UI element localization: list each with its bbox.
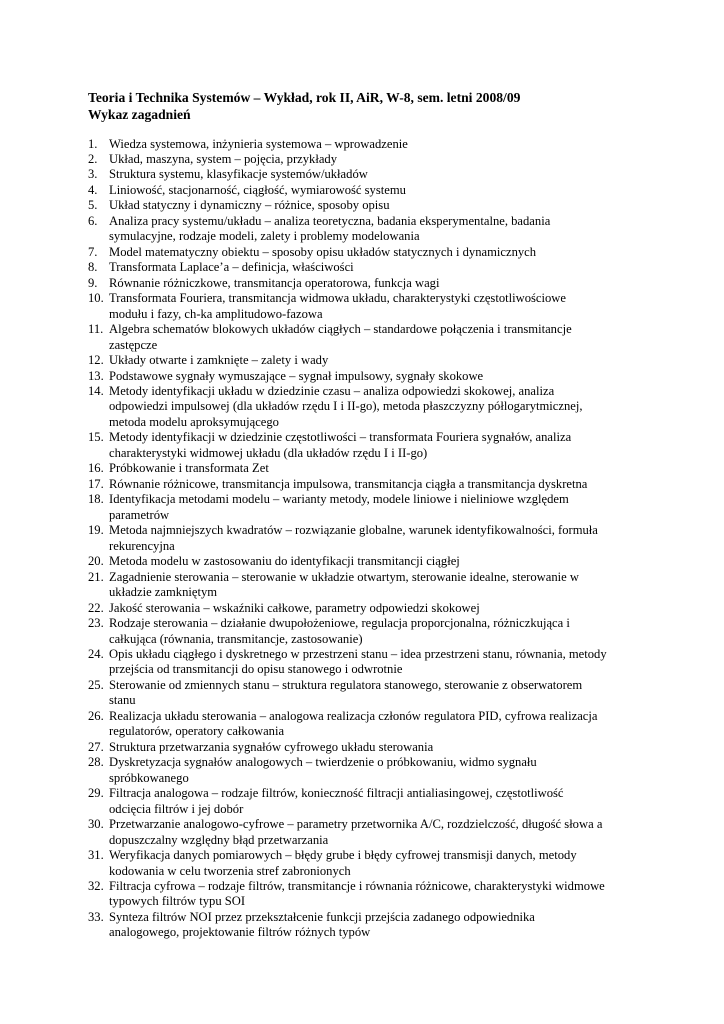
list-item-line: analogowego, projektowanie filtrów różnych typów: [109, 925, 371, 940]
list-item-line: Układ statyczny i dynamiczny – różnice, sposoby opisu: [109, 198, 390, 213]
list-item-number: 30.: [88, 817, 104, 832]
list-item: [88, 198, 648, 213]
list-item-text: [109, 430, 642, 461]
list-item-text: [109, 384, 642, 430]
list-item-line: Metody identyfikacji układu w dziedzinie czasu – analiza odpowiedzi skokowej, analiza: [109, 384, 555, 398]
list-item-line: Metody identyfikacji w dziedzinie częstotliwości – transformata Fouriera sygnałów, analiza: [109, 430, 572, 445]
list-item-number: 28.: [88, 755, 104, 770]
list-item: [88, 492, 648, 523]
list-item-line: Rodzaje sterowania – działanie dwupołożeniowe, regulacja proporcjonalna, różniczkująca i: [109, 616, 570, 631]
list-item-line: Podstawowe sygnały wymuszające – sygnał impulsowy, sygnały skokowe: [109, 368, 484, 383]
list-item-line: Struktura przetwarzania sygnałów cyfrowego układu sterowania: [109, 739, 434, 754]
list-item: [88, 910, 648, 941]
list-item-number: 10.: [88, 291, 104, 306]
list-item-line: Przetwarzanie analogowo-cyfrowe – parametry przetwornika A/C, rozdzielczość, długość słowa a: [109, 817, 603, 832]
list-item-line: Struktura systemu, klasyfikacje systemów/układów: [109, 167, 368, 182]
list-item-line: Identyfikacja metodami modelu – warianty metody, modele liniowe i nieliniowe względem: [109, 492, 569, 507]
list-item: [88, 322, 648, 353]
list-item-number: 27.: [88, 739, 104, 754]
list-item: [88, 461, 648, 476]
list-item-text: [109, 198, 642, 213]
list-item-line: Filtracja analogowa – rodzaje filtrów, konieczność filtracji antialiasingowej, częstotliwość: [109, 786, 564, 801]
list-item-number: 26.: [88, 708, 104, 723]
list-item-line: Analiza pracy systemu/układu – analiza teoretyczna, badania eksperymentalne, badania: [109, 213, 551, 228]
list-item-number: 5.: [88, 198, 98, 213]
list-item: [88, 678, 648, 709]
list-item-line: metoda modelu aproksymującego: [109, 414, 279, 429]
list-item-line: Opis układu ciągłego i dyskretnego w przestrzeni stanu – idea przestrzeni stanu, równania, metody: [109, 646, 607, 661]
list-item-text: [109, 183, 642, 198]
document-header: [88, 89, 688, 123]
list-item-line: parametrów: [109, 507, 170, 522]
list-item-text: [109, 570, 642, 601]
list-item: [88, 879, 648, 910]
list-item-line: Zagadnienie sterowania – sterowanie w układzie otwartym, sterowanie idealne, sterowanie w: [109, 569, 579, 584]
list-item-number: 11.: [88, 322, 104, 337]
list-item-text: [109, 461, 642, 476]
list-item-line: Jakość sterowania – wskaźniki całkowe, parametry odpowiedzi skokowej: [109, 600, 480, 615]
list-item: [88, 260, 648, 275]
list-item: [88, 523, 648, 554]
list-item-number: 25.: [88, 677, 104, 692]
list-item-text: [109, 276, 642, 291]
list-item-number: 32.: [88, 879, 104, 893]
list-item: [88, 817, 648, 848]
list-item-line: Układy otwarte i zamknięte – zalety i wady: [109, 353, 329, 368]
list-item: [88, 167, 648, 182]
list-item-text: [109, 523, 642, 554]
list-item-line: zastępcze: [109, 337, 158, 352]
list-item: [88, 245, 648, 260]
list-item-line: Model matematyczny obiektu – sposoby opisu układów statycznych i dynamicznych: [109, 244, 537, 259]
list-item-line: symulacyjne, rodzaje modeli, zalety i problemy modelowania: [109, 229, 420, 244]
list-item-line: Sterowanie od zmiennych stanu – struktura regulatora stanowego, sterowanie z obserwatorem: [109, 677, 583, 692]
list-item: [88, 137, 648, 152]
list-item-number: 23.: [88, 616, 104, 631]
list-item-number: 22.: [88, 600, 104, 615]
list-item-line: układzie zamkniętym: [109, 585, 218, 600]
list-item-number: 21.: [88, 569, 104, 584]
list-item-text: [109, 260, 642, 275]
list-item: [88, 616, 648, 647]
list-item-number: 14.: [88, 384, 104, 398]
list-item-text: [109, 167, 642, 182]
list-item-number: 20.: [88, 554, 104, 569]
list-item-text: [109, 647, 642, 678]
list-item: [88, 276, 648, 291]
list-item-number: 6.: [88, 213, 98, 228]
list-item-line: Synteza filtrów NOI przez przekształcenie funkcji przejścia zadanego odpowiednika: [109, 909, 535, 924]
list-item-text: [109, 616, 642, 647]
list-item-line: Filtracja cyfrowa – rodzaje filtrów, transmitancje i równania różnicowe, charakterystyki widmowe: [109, 879, 605, 893]
list-item-text: [109, 740, 642, 755]
list-item-number: 18.: [88, 492, 104, 507]
list-item-line: Weryfikacja danych pomiarowych – błędy grube i błędy cyfrowej transmisji danych, metody: [109, 848, 577, 863]
list-item-line: Metoda najmniejszych kwadratów – rozwiązanie globalne, warunek identyfikowalności, formuła: [109, 523, 598, 538]
list-item-text: [109, 492, 642, 523]
list-item-line: odcięcia filtrów i jej dobór: [109, 801, 244, 816]
list-item: [88, 152, 648, 167]
list-item-text: [109, 291, 642, 322]
list-item-number: 16.: [88, 461, 104, 476]
list-item: [88, 477, 648, 492]
list-item-line: regulatorów, operatory całkowania: [109, 724, 285, 739]
list-item-text: [109, 245, 642, 260]
list-item-line: Równanie różniczkowe, transmitancja operatorowa, funkcja wagi: [109, 275, 440, 290]
list-item-number: 19.: [88, 523, 104, 538]
list-item-text: [109, 214, 642, 245]
list-item: [88, 848, 648, 879]
list-item: [88, 570, 648, 601]
list-item: [88, 430, 648, 461]
list-item-number: 2.: [88, 151, 98, 166]
list-item-line: całkująca (równania, transmitancje, zastosowanie): [109, 631, 363, 646]
list-item-text: [109, 817, 642, 848]
list-item: [88, 384, 648, 430]
list-item-line: Próbkowanie i transformata Zet: [109, 461, 269, 476]
list-item-number: 24.: [88, 646, 104, 661]
list-item: [88, 786, 648, 817]
list-item-line: Układ, maszyna, system – pojęcia, przykłady: [109, 151, 338, 166]
list-item-number: 12.: [88, 353, 104, 368]
list-item-line: odpowiedzi impulsowej (dla układów rzędu I i II-go), metoda płaszczyzny półlogarytmicznej,: [109, 399, 583, 414]
list-item-line: Transformata Laplace’a – definicja, właściwości: [109, 260, 354, 275]
list-item-number: 31.: [88, 848, 104, 863]
list-item-line: przejścia od transmitancji do opisu stanowego i odwrotnie: [109, 662, 403, 677]
list-item-text: [109, 910, 642, 941]
list-item-line: stanu: [109, 693, 136, 708]
list-item-line: Algebra schematów blokowych układów ciągłych – standardowe połączenia i transmitancje: [109, 322, 572, 337]
list-item-line: rekurencyjna: [109, 538, 175, 553]
list-item-number: 1.: [88, 136, 98, 151]
list-item-text: [109, 848, 642, 879]
list-item-line: modułu i fazy, ch-ka amplitudowo-fazowa: [109, 306, 323, 321]
list-item: [88, 755, 648, 786]
list-item-text: [109, 755, 642, 786]
list-item-text: [109, 678, 642, 709]
list-item-line: Dyskretyzacja sygnałów analogowych – twierdzenie o próbkowaniu, widmo sygnału: [109, 755, 537, 770]
list-item-line: Realizacja układu sterowania – analogowa realizacja członów regulatora PID, cyfrowa realizacja: [109, 708, 598, 723]
topic-list: [88, 137, 648, 941]
list-item-line: Metoda modelu w zastosowaniu do identyfikacji transmitancji ciągłej: [109, 554, 460, 569]
document-title: Teoria i Technika Systemów – Wykład, rok II, AiR, W-8, sem. letni 2008/09: [88, 90, 521, 105]
list-item-number: 17.: [88, 476, 104, 491]
list-item: [88, 214, 648, 245]
list-item-line: spróbkowanego: [109, 770, 189, 785]
list-item-text: [109, 554, 642, 569]
list-item: [88, 291, 648, 322]
list-item-line: Transformata Fouriera, transmitancja widmowa układu, charakterystyki częstotliwościowe: [109, 291, 566, 306]
list-item-number: 15.: [88, 430, 104, 445]
list-item-number: 3.: [88, 167, 98, 182]
list-item-text: [109, 152, 642, 167]
list-item-text: [109, 709, 642, 740]
list-item-text: [109, 786, 642, 817]
list-item: [88, 647, 648, 678]
list-item: [88, 369, 648, 384]
list-item-text: [109, 353, 642, 368]
list-item-text: [109, 322, 642, 353]
list-item-text: [109, 137, 642, 152]
list-item-line: charakterystyki widmowej układu (dla układów rzędu I i II-go): [109, 445, 428, 460]
list-item: [88, 183, 648, 198]
list-item: [88, 709, 648, 740]
list-item-text: [109, 477, 642, 492]
list-item-number: 7.: [88, 244, 98, 259]
list-item-number: 4.: [88, 182, 98, 197]
list-item: [88, 601, 648, 616]
list-item-line: Wiedza systemowa, inżynieria systemowa – wprowadzenie: [109, 136, 408, 151]
list-item-text: [109, 879, 642, 910]
list-item-number: 13.: [88, 368, 104, 383]
list-item: [88, 740, 648, 755]
list-item: [88, 353, 648, 368]
list-item-line: Liniowość, stacjonarność, ciągłość, wymiarowość systemu: [109, 182, 406, 197]
list-item: [88, 554, 648, 569]
list-item-line: kodowania w celu tworzenia stref zabronionych: [109, 863, 351, 878]
list-item-number: 8.: [88, 260, 98, 275]
list-item-number: 29.: [88, 786, 104, 801]
list-item-text: [109, 369, 642, 384]
list-item-text: [109, 601, 642, 616]
list-item-number: 33.: [88, 909, 104, 924]
list-item-number: 9.: [88, 275, 98, 290]
document-subtitle: Wykaz zagadnień: [88, 107, 191, 122]
list-item-line: typowych filtrów typu SOI: [109, 894, 246, 909]
list-item-line: dopuszczalny względny błąd przetwarzania: [109, 832, 329, 847]
list-item-line: Równanie różnicowe, transmitancja impulsowa, transmitancja ciągła a transmitancja dyskretna: [109, 476, 588, 491]
